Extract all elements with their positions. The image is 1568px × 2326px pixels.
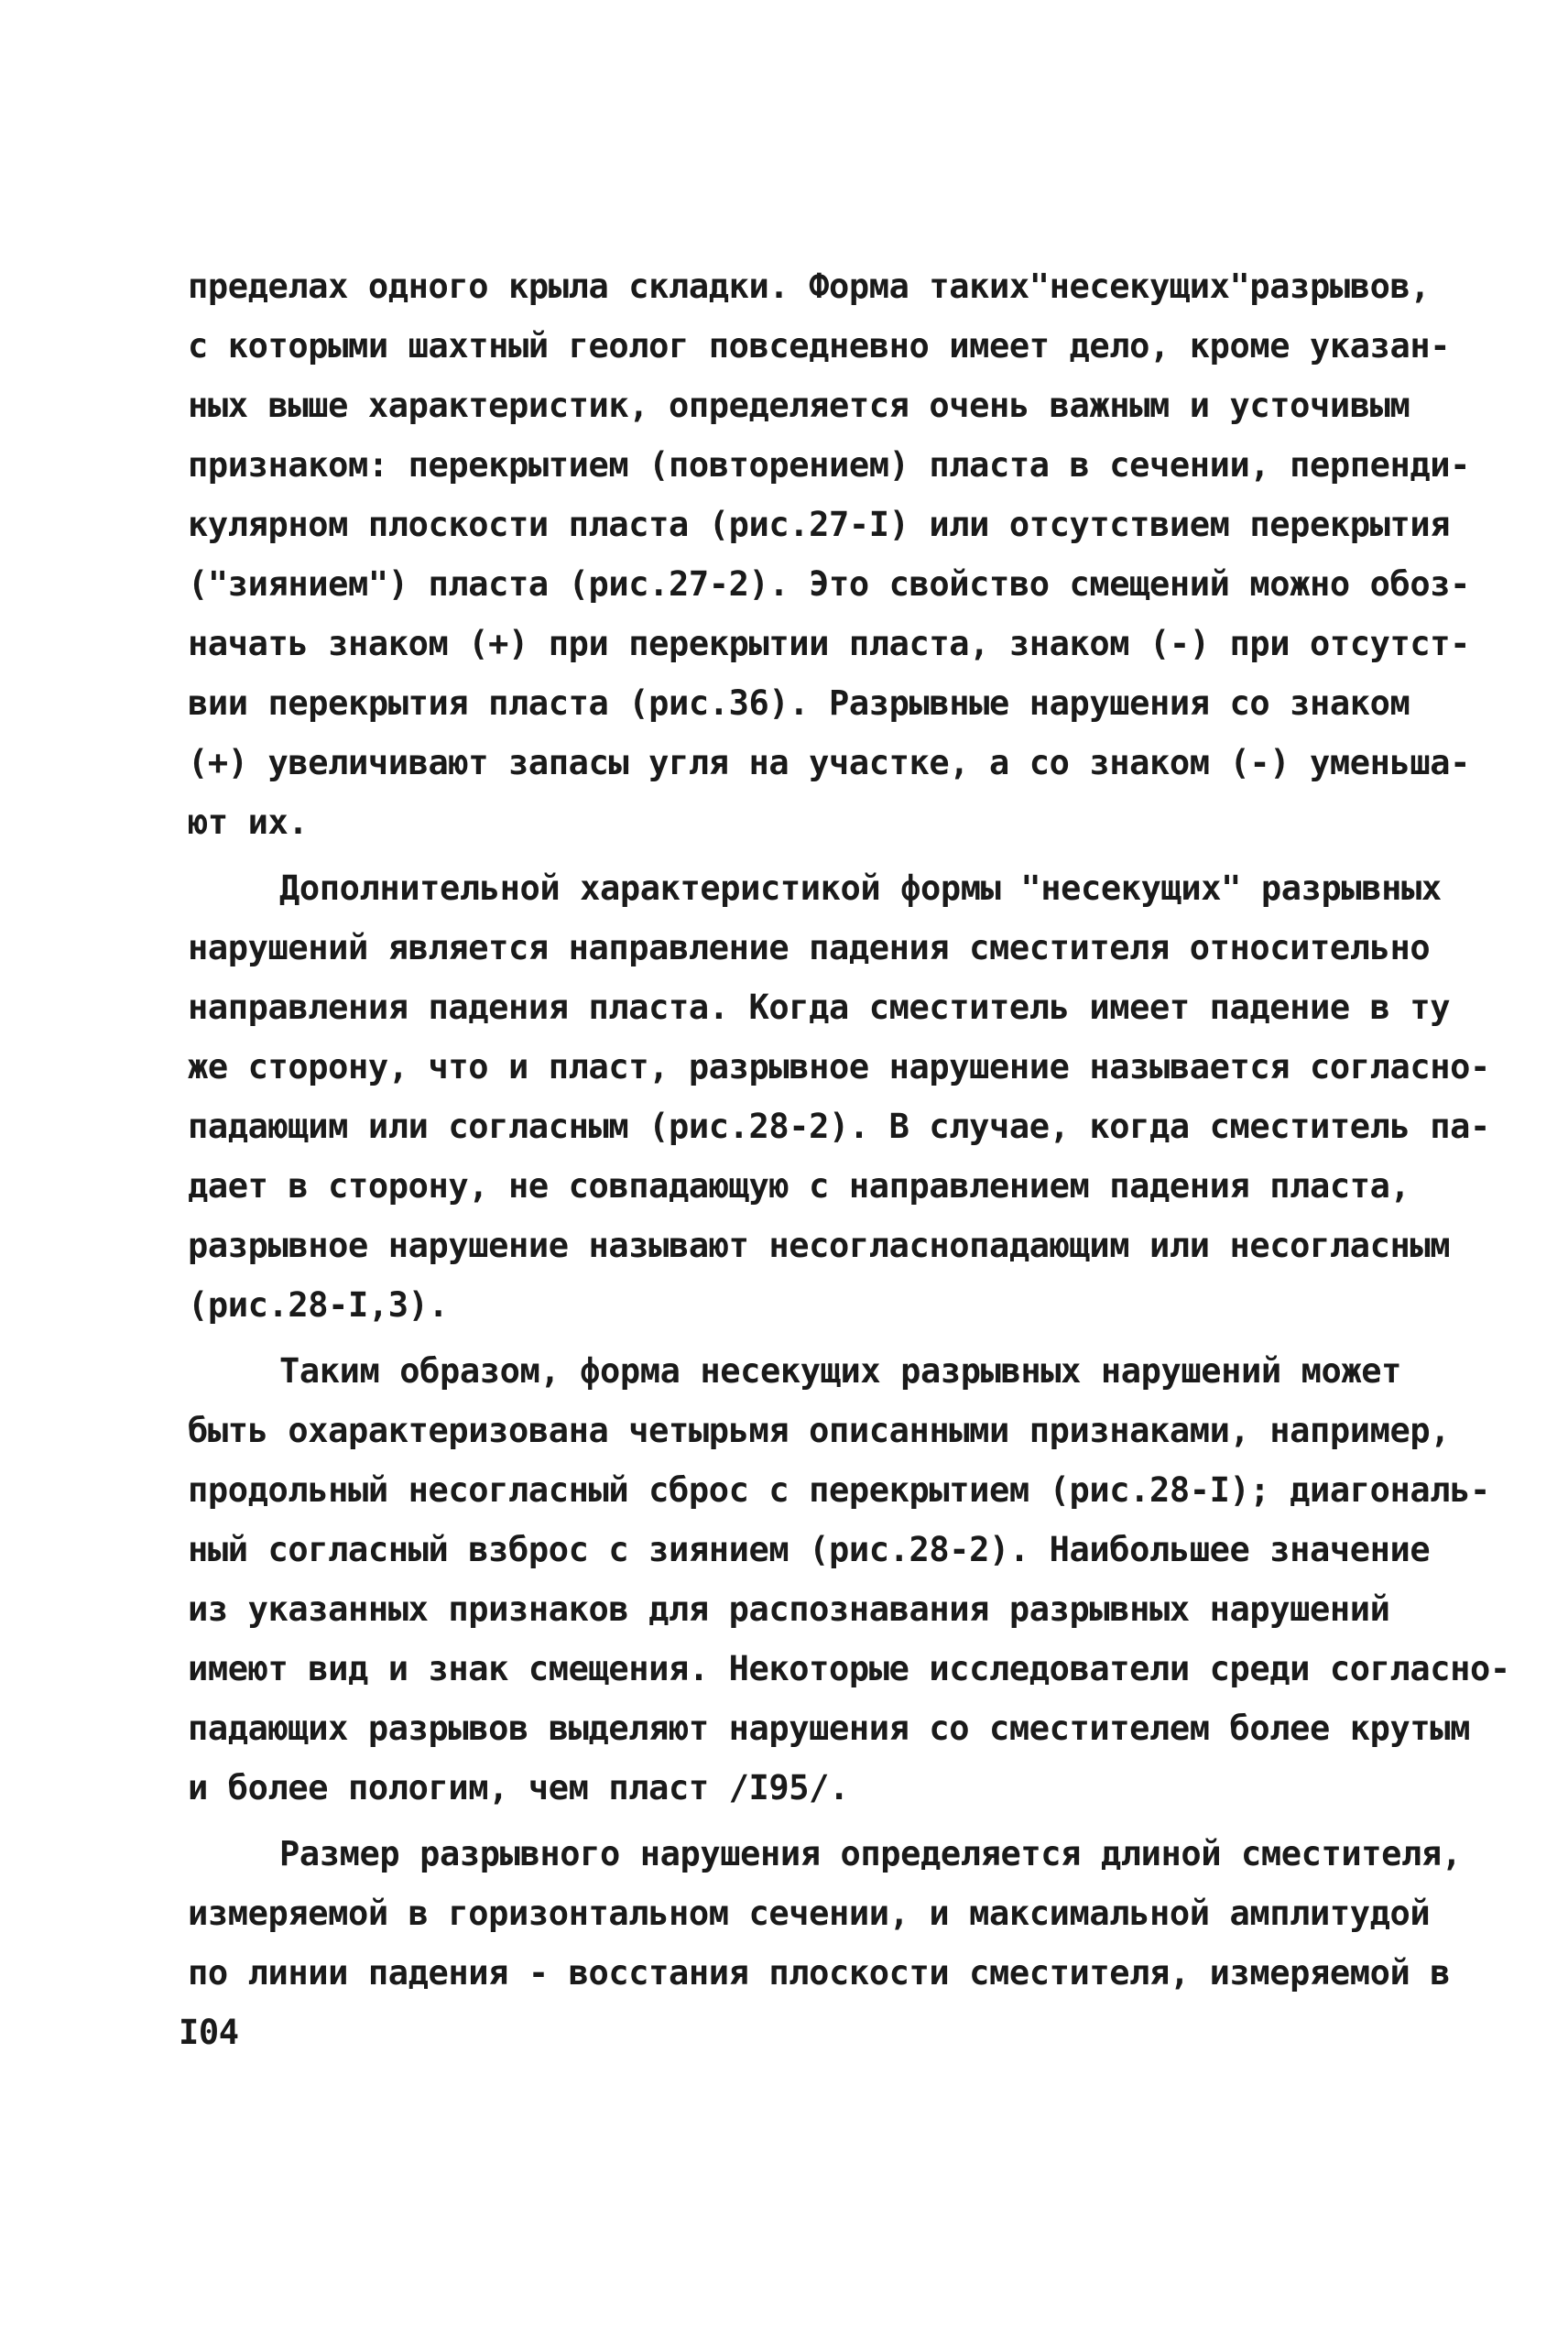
text-line: Дополнительной характеристикой формы "несекущих" разрывных: [279, 868, 1442, 908]
text-line: из указанных признаков для распознавания разрывных нарушений: [188, 1589, 1390, 1629]
text-line: нарушений является направление падения сместителя относительно: [188, 928, 1431, 967]
text-line: ("зиянием") пласта (рис.27-2). Это свойство смещений можно обоз-: [188, 564, 1471, 604]
text-line: Таким образом, форма несекущих разрывных нарушений может: [279, 1351, 1402, 1391]
text-line: и более пологим, чем пласт /I95/.: [188, 1768, 849, 1807]
text-line: вии перекрытия пласта (рис.36). Разрывные нарушения со знаком: [188, 683, 1410, 723]
text-line: дает в сторону, не совпадающую с направлением падения пласта,: [188, 1166, 1410, 1206]
text-line: по линии падения - восстания плоскости сместителя, измеряемой в: [188, 1953, 1451, 1993]
text-line: же сторону, что и пласт, разрывное нарушение называется согласно-: [188, 1047, 1490, 1087]
page-number: I04: [179, 2013, 239, 2052]
text-line: ных выше характеристик, определяется очень важным и усточивым: [188, 386, 1410, 425]
text-line: направления падения пласта. Когда сместитель имеет падение в ту: [188, 988, 1451, 1027]
text-line: ный согласный взброс с зиянием (рис.28-2). Наибольшее значение: [188, 1530, 1431, 1569]
text-line: пределах одного крыла складки. Форма таких"несекущих"разрывов,: [188, 267, 1431, 306]
text-line: признаком: перекрытием (повторением) пласта в сечении, перпенди-: [188, 445, 1471, 485]
text-line: Размер разрывного нарушения определяется длиной сместителя,: [279, 1834, 1462, 1873]
text-line: (рис.28-I,3).: [188, 1285, 449, 1325]
text-line: кулярном плоскости пласта (рис.27-I) или отсутствием перекрытия: [188, 505, 1451, 544]
text-line: (+) увеличивают запасы угля на участке, а со знаком (-) уменьша-: [188, 743, 1471, 782]
text-line: начать знаком (+) при перекрытии пласта, знаком (-) при отсутст-: [188, 624, 1471, 663]
text-line: падающих разрывов выделяют нарушения со сместителем более крутым: [188, 1709, 1471, 1748]
text-line: ют их.: [188, 803, 309, 842]
text-line: падающим или согласным (рис.28-2). В случае, когда сместитель па-: [188, 1107, 1490, 1146]
text-line: измеряемой в горизонтальном сечении, и максимальной амплитудой: [188, 1894, 1431, 1933]
page-number-clip: [179, 2008, 289, 2052]
text-line: с которыми шахтный геолог повседневно имеет дело, кроме указан-: [188, 326, 1451, 366]
text-line: продольный несогласный сброс с перекрытием (рис.28-I); диагональ-: [188, 1470, 1490, 1510]
text-line: имеют вид и знак смещения. Некоторые исследователи среди согласно-: [188, 1649, 1510, 1688]
text-line: быть охарактеризована четырьмя описанными признаками, например,: [188, 1411, 1451, 1450]
text-line: разрывное нарушение называют несогласнопадающим или несогласным: [188, 1226, 1451, 1265]
